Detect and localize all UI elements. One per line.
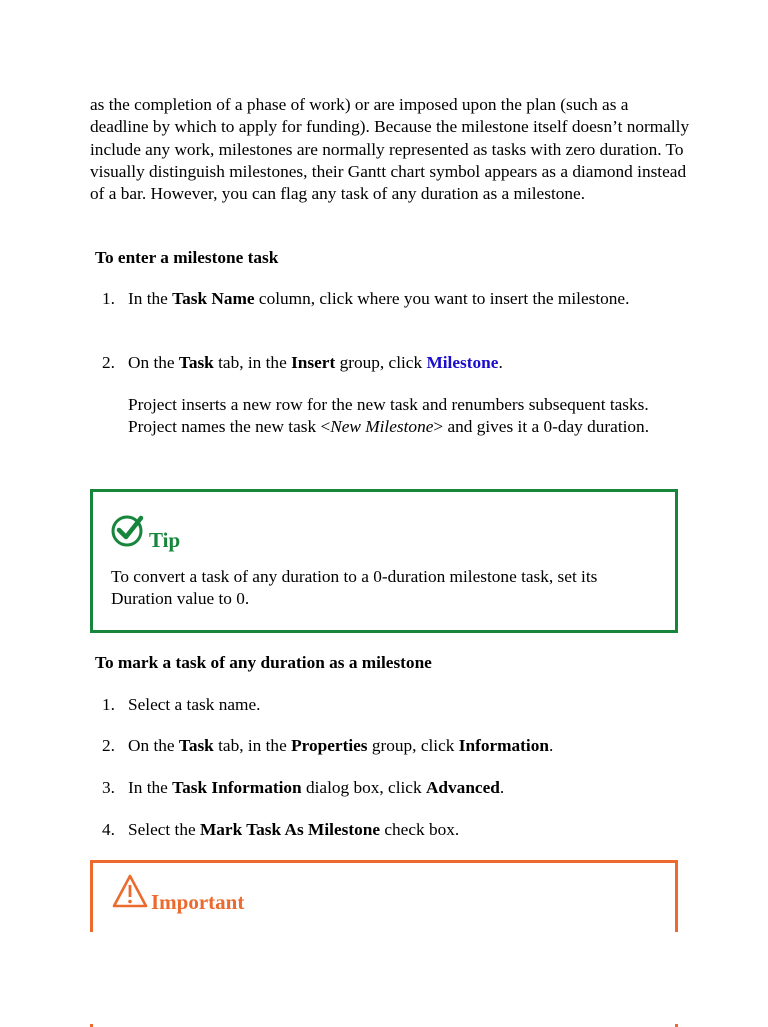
- note-text: > and gives it a 0-day duration.: [433, 417, 650, 437]
- step-text: group, click: [335, 353, 427, 372]
- step-text: In the: [128, 778, 173, 797]
- step-text: .: [498, 353, 503, 372]
- step-text: tab, in the: [213, 353, 292, 372]
- tip-body: To convert a task of any duration to a 0-duration milestone task, set its Duration value to 0.: [111, 567, 598, 609]
- list-item-text: [128, 288, 662, 310]
- intro-paragraph: as the completion of a phase of work) or are imposed upon the plan (such as a deadline by which to apply for funding). Because the milestone itself doesn’t normally include any work, milestones are normally represented as tasks with zero duration. To visually distinguish milestones, their Gantt chart symbol appears as a diamond instead of a bar. However, you can flag any task of any duration as a milestone.: [90, 95, 690, 204]
- list-number: 2.: [102, 736, 115, 755]
- ui-term: Task: [178, 736, 214, 755]
- step-text: check box.: [380, 820, 460, 839]
- list-item: [102, 777, 662, 799]
- list-item-text: [128, 819, 662, 841]
- list-item-text: [128, 735, 662, 757]
- step-text: tab, in the: [213, 736, 292, 755]
- step-text: .: [499, 778, 505, 797]
- tip-callout: [90, 489, 678, 633]
- list-number: 1.: [102, 289, 115, 308]
- step-text: .: [548, 736, 554, 755]
- step-text: group, click: [367, 736, 459, 755]
- step-text: dialog box, click: [301, 778, 426, 797]
- note-text: Project inserts a new row for the new task and renumbers subsequent tasks. Project names the new task <: [128, 395, 649, 437]
- list-item-text: [128, 777, 662, 799]
- ui-term: Task: [178, 353, 214, 372]
- ui-term: Properties: [291, 736, 368, 755]
- ui-term: Insert: [291, 353, 336, 372]
- section-heading-enter-milestone: To enter a milestone task: [95, 248, 279, 267]
- list-item: [102, 819, 662, 841]
- ui-term: Advanced: [425, 778, 500, 797]
- list-number: 3.: [102, 778, 115, 797]
- page-bottom-margin: [0, 932, 768, 1024]
- step-text: column, click where you want to insert the milestone.: [254, 289, 630, 308]
- step-result-note: [128, 394, 658, 439]
- warning-triangle-icon: [112, 873, 148, 909]
- step-text: Select a task name.: [128, 695, 261, 714]
- checkmark-circle-icon: [111, 512, 147, 548]
- list-number: 4.: [102, 820, 115, 839]
- ui-term: Information: [458, 736, 549, 755]
- step-text: Select the: [128, 820, 200, 839]
- ui-term: Task Information: [172, 778, 302, 797]
- list-item-text: [128, 694, 662, 716]
- milestone-link[interactable]: Milestone: [426, 353, 499, 372]
- tip-label: Tip: [149, 528, 181, 552]
- step-text: On the: [128, 353, 179, 372]
- step-text: In the: [128, 289, 173, 308]
- section-heading-mark-milestone: To mark a task of any duration as a milestone: [95, 653, 432, 672]
- ui-term: Mark Task As Milestone: [199, 820, 381, 839]
- list-item-text: [128, 352, 662, 374]
- list-item: [102, 288, 662, 310]
- ui-term: Task Name: [172, 289, 255, 308]
- list-item: [102, 735, 662, 757]
- note-italic: New Milestone: [330, 417, 434, 437]
- list-number: 1.: [102, 695, 115, 714]
- list-item: [102, 352, 662, 374]
- step-text: On the: [128, 736, 179, 755]
- important-label: Important: [151, 890, 245, 914]
- list-item: [102, 694, 662, 716]
- list-number: 2.: [102, 353, 115, 372]
